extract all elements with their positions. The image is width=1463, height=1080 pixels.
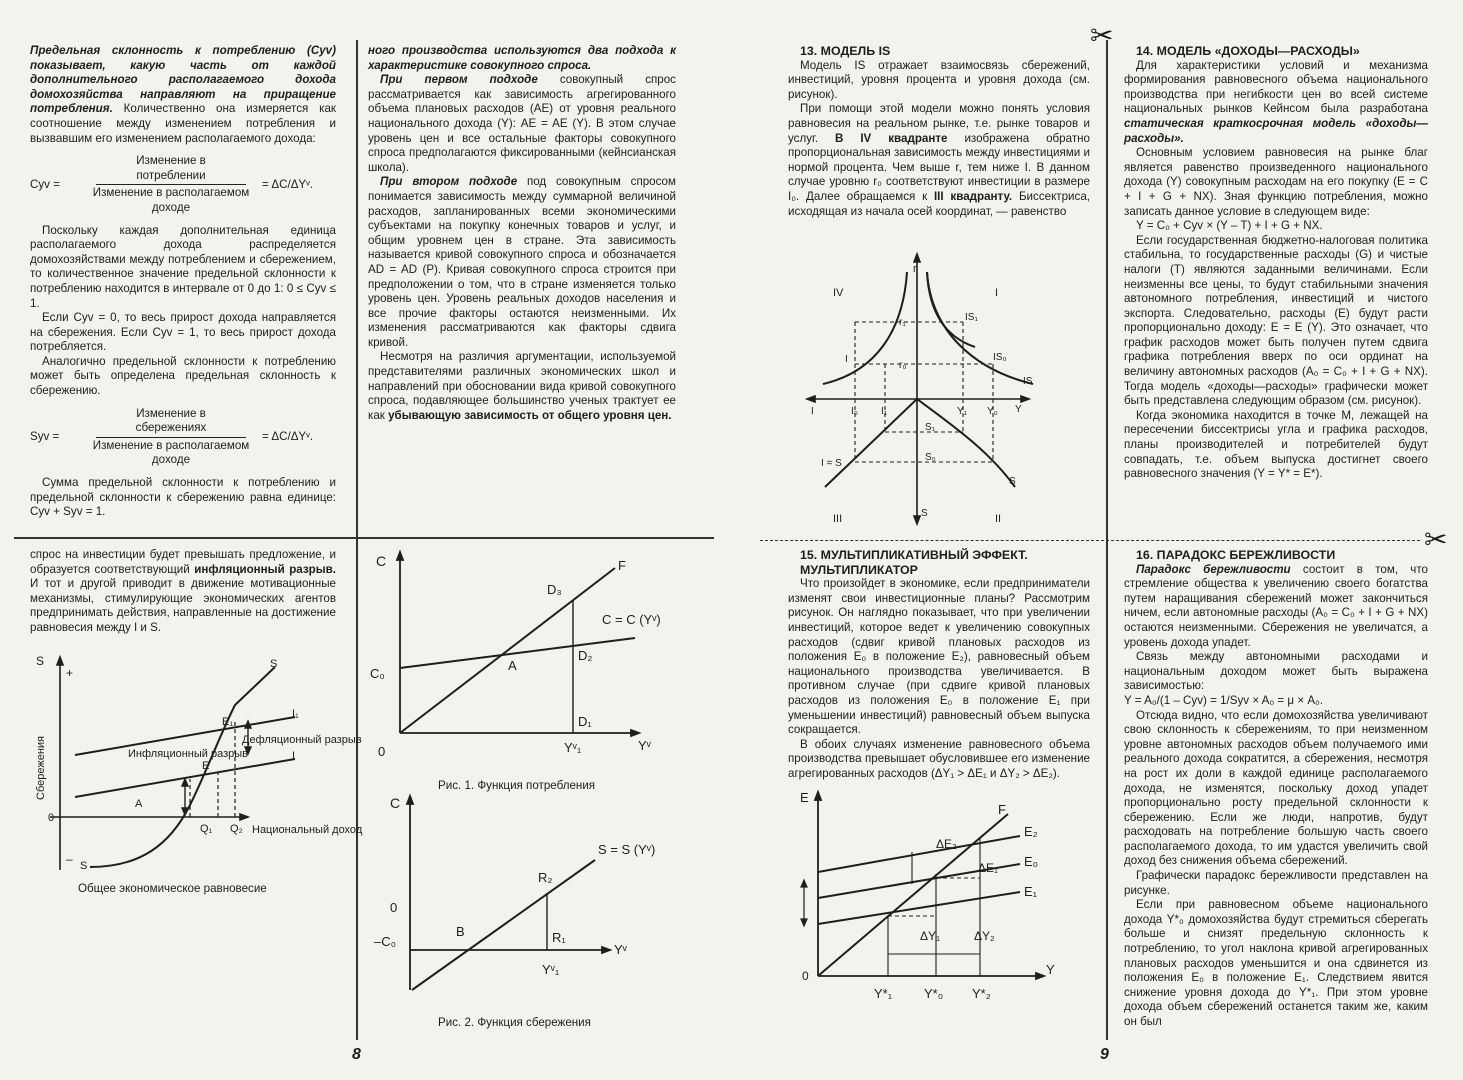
svg-text:0: 0: [48, 812, 55, 824]
page8-bottom-left-column: спрос на инвестиции будет превышать предложение, и образуется соответствующий инфляционный разрыв. И тот и другой приводит в движение мотивационные механизмы, стимулирующие экономических агентов предпринимать действия, направленные на достижение равновесия между I и S.: [30, 548, 336, 634]
svg-text:Y*₁: Y*₁: [874, 986, 893, 1001]
svg-text:S: S: [1009, 476, 1016, 487]
savings-axis-title: Сбережения: [35, 735, 47, 800]
scissors-icon: ✂: [1090, 20, 1114, 51]
saving-line: [412, 860, 595, 990]
svg-text:D₃: D₃: [547, 582, 562, 597]
general-equilibrium-caption: Общее экономическое равновесие: [78, 882, 267, 895]
svg-text:Y₀: Y₀: [987, 406, 998, 417]
svg-text:B: B: [456, 924, 465, 939]
scissors-icon: ✂: [1424, 524, 1448, 555]
page9-bottom-right-column: 16. ПАРАДОКС БЕРЕЖЛИВОСТИ Парадокс бережливости состоит в том, что стремление общества к увеличению своего богатства путем наращивания сбережений может закончиться ничем, если автономные расходы (A₀ = C₀ + I + G + NX) остаются неизменными. Сбережения не увеличатся, а уровень дохода упадет. Связь между автономными расходами и национальным доходом может быть выражена зависимостью: Y = A₀/(1 – Cyv) = 1/Syv × A₀ = μ × A₀. Отсюда видно, что если домохозяйства увеличивают свою склонность к сбережениям, то при неизменном уровне автономных расходов объем получаемого ими реального дохода сократится, а сбережения, несмотря на рост их доли в каждой единице располагаемого дохода, не изменятся, поскольку доход упадет пропорционально росту предельной склонности к сбережению. Если же люди, напротив, будут расходовать на потребление большую часть своего располагаемого дохода, то им удастся увеличить свой доход без снижения объема сбережений. Графически парадокс бережливости представлен на рисунке. Если при равновесном объеме национального дохода Y*₀ домохозяйства будут стремиться сберегать больше и снизят предельную склонность к потреблению, то угол наклона кривой агрегированных плановых расходов уменьшится и она сдвинется из положения E₀ в положение E₁. Следствием явится снижение уровня дохода до Y*₁. При этом уровне дохода объем сбережений останется таким же, каким он был: [1124, 548, 1428, 1028]
svg-text:C: C: [376, 553, 387, 569]
svg-text:r₀: r₀: [899, 360, 907, 371]
svg-text:r₁: r₁: [899, 317, 906, 328]
svg-text:C = C (Yᵛ): C = C (Yᵛ): [602, 612, 661, 627]
svg-text:D₁: D₁: [578, 714, 592, 729]
svg-text:S: S: [270, 658, 278, 670]
svg-text:Q₁: Q₁: [200, 823, 213, 835]
section-14-title: 14. МОДЕЛЬ «ДОХОДЫ—РАСХОДЫ»: [1136, 44, 1360, 58]
svg-text:Q₂: Q₂: [230, 823, 243, 835]
national-income-axis-title: Национальный доход: [252, 824, 363, 836]
mpc-formula: Cyv = $\frac{\text{Изменение в потреблении}}{\text{Изменение в располагаемом доходе}}$ = ΔC/ΔYᵛ.: [30, 154, 314, 214]
svg-text:A: A: [135, 798, 143, 810]
svg-text:III: III: [833, 513, 843, 525]
svg-text:E₂: E₂: [1024, 824, 1038, 839]
svg-text:E₁: E₁: [222, 716, 234, 728]
svg-text:IS₀: IS₀: [993, 352, 1007, 363]
multiplier-chart: [790, 788, 1080, 1008]
svg-text:S: S: [80, 860, 88, 872]
svg-text:0: 0: [802, 969, 809, 983]
svg-text:ΔY₁: ΔY₁: [920, 929, 941, 943]
page8-top-left-column: Предельная склонность к потреблению (Cyv) показывает, какую часть от каждой дополнительного располагаемого дохода домохозяйства направляют на приращение потребления. Количественно она измеряется как соотношение между изменением потребления и вызвавшим его изменением располагаемого дохода: Cyv = $\frac{\text{Изменение в потреблении}}{\text{Изменение в располагаемом доходе}}$ = ΔC/ΔYᵛ. Поскольку каждая дополнительная единица располагаемого дохода распределяется домохозяйствами между потреблением и сбережением, то количественное значение предельной склонности к потреблению находится в интервале от 0 до 1: 0 ≤ Cyv ≤ 1. Если Cyv = 0, то весь прирост дохода направляется на сбережения. Если Cyv = 1, то весь прирост дохода потребляется. Аналогично предельной склонности к потреблению может быть определена предельная склонность к сбережению. Syv = $\frac{\text{Изменение в сбережениях}}{\text{Изменение в располагаемом доходе}}$ = ΔC/ΔYᵛ. Сумма предельной склонности к потреблению и предельной склонности к сбережению равна единице: Cyv + Syv = 1.: [30, 44, 336, 519]
svg-text:ΔE₂: ΔE₂: [936, 837, 957, 851]
svg-text:I: I: [292, 750, 296, 762]
svg-text:Yᵛ₁: Yᵛ₁: [542, 962, 560, 977]
svg-text:Yᵛ: Yᵛ: [614, 942, 627, 957]
svg-text:IV: IV: [833, 287, 844, 299]
svg-text:ΔY₂: ΔY₂: [974, 929, 995, 943]
svg-text:Y*₀: Y*₀: [924, 986, 944, 1001]
svg-text:+: +: [66, 666, 74, 680]
svg-text:D₂: D₂: [578, 648, 593, 663]
svg-text:Y: Y: [1046, 962, 1055, 977]
page9-bottom-left-column: 15. МУЛЬТИПЛИКАТИВНЫЙ ЭФФЕКТ. МУЛЬТИПЛИКАТОР Что произойдет в экономике, если предприниматели изменят свои инвестиционные планы? Рассмотрим рисунок. Он наглядно показывает, что при увеличении инвестиций, которое ведет к увеличению совокупных расходов (сдвиг кривой плановых расходов из положения E₀ в положение E₂), равновесный объем национального производства увеличивается. В противном случае (при сдвиге кривой плановых расходов из положения E₀ в положение E₁ при уменьшении инвестиций) равновесный объем выпуска сокращается. В обоих случаях изменение равновесного объема производства превышает обусловившее его изменение агрегированных расходов (ΔY₁ > ΔE₁ и ΔY₂ > ΔE₂).: [788, 548, 1090, 780]
y-axis-label: S: [36, 654, 45, 668]
svg-text:I₀: I₀: [851, 406, 858, 417]
svg-text:IS₁: IS₁: [965, 312, 978, 323]
svg-text:I: I: [995, 287, 999, 299]
svg-text:S: S: [921, 508, 928, 519]
mps-formula: Syv = $\frac{\text{Изменение в сбережениях}}{\text{Изменение в располагаемом доходе}}$ = ΔC/ΔYᵛ.: [30, 406, 314, 467]
svg-text:0: 0: [390, 900, 398, 915]
mpc-definition: Предельная склонность к потреблению (Cyv) показывает, какую часть от каждой дополнительного располагаемого дохода домохозяйства направляют на приращение потребления.: [30, 44, 336, 116]
page-number-8: 8: [352, 1046, 361, 1063]
svg-text:E: E: [202, 760, 210, 772]
section-13-title: 13. МОДЕЛЬ IS: [800, 44, 891, 58]
svg-text:Y: Y: [1015, 404, 1022, 415]
right-page-dashed-cut-line: [760, 540, 1420, 541]
svg-text:E₁: E₁: [1024, 884, 1038, 899]
svg-text:E: E: [800, 790, 809, 805]
svg-text:R₁: R₁: [552, 930, 566, 945]
svg-text:Yᵛ₁: Yᵛ₁: [564, 740, 582, 755]
page8-top-right-column: ного производства используются два подхода к характеристике совокупного спроса. При первом подходе совокупный спрос рассматривается как зависимость агрегированного объема плановых расходов (AE) от уровня реального национального дохода (Y): AE = AE (Y). В этом случае уровень цен и все остальные факторы совокупного спроса предполагаются фиксированными (кейнсианская школа). При втором подходе под совокупным спросом понимается зависимость между суммарной величиной расходов, запланированных всеми экономическими субъектами на покупку конечных товаров и услуг, и общим уровнем цен в стране. Эта зависимость называется кривой совокупного спроса и обозначается AD = AD (P). Кривая совокупного спроса строится при предположении о том, что в стране изменяется только уровень цен. Уровень реальных доходов населения и все прочие факторы остаются неизменными. Их изменения рассматриваются как факторы сдвига кривой. Несмотря на различия аргументации, используемой представителями различных экономических школ и направлений при обосновании вида кривой совокупного спроса, подавляющее большинство ученых трактует ее как убывающую зависимость от общего уровня цен.: [368, 44, 676, 422]
svg-text:F: F: [998, 802, 1006, 817]
svg-text:A: A: [508, 658, 517, 673]
page9-top-left-column: 13. МОДЕЛЬ IS Модель IS отражает взаимосвязь сбережений, инвестиций, уровня процента и уровня дохода (см. рисунок). При помощи этой модели можно понять условия равновесия на реальном рынке, т.е. рынке товаров и услуг. В IV квадранте изображена обратно пропорциональная зависимость между инвестициями и нормой процента. Чем выше r, тем ниже I. В данном случае уровню r₀ соответствуют инвестиции в размере I₀. Далее обращаемся к III квадранту. Биссектриса, исходящая из начала осей координат, — равенство: [788, 44, 1090, 218]
svg-text:F: F: [618, 558, 626, 573]
svg-text:–C₀: –C₀: [374, 934, 397, 949]
svg-text:I₁: I₁: [881, 406, 888, 417]
svg-text:C₀: C₀: [370, 666, 385, 681]
svg-text:–: –: [66, 852, 73, 866]
consumption-function-caption: Рис. 1. Функция потребления: [438, 779, 596, 792]
svg-text:Y₁: Y₁: [957, 406, 968, 417]
svg-text:0: 0: [378, 744, 386, 759]
svg-text:r: r: [913, 263, 917, 275]
deflation-gap-label: Дефляционный разрыв: [242, 734, 362, 746]
svg-text:I = S: I = S: [821, 458, 842, 469]
svg-text:Yᵛ: Yᵛ: [638, 738, 651, 753]
general-equilibrium-chart: [30, 654, 363, 875]
expenditure-e1: [818, 892, 1020, 924]
svg-text:R₂: R₂: [538, 870, 553, 885]
svg-text:IS: IS: [1023, 376, 1033, 387]
svg-text:S₀: S₀: [925, 452, 936, 463]
svg-text:Y*₂: Y*₂: [972, 986, 991, 1001]
svg-text:II: II: [995, 513, 1002, 525]
svg-text:I₁: I₁: [292, 708, 299, 720]
svg-text:S₁: S₁: [925, 422, 936, 433]
svg-text:I: I: [845, 354, 848, 365]
inflation-gap-label: Инфляционный разрыв: [128, 748, 249, 760]
left-page-horizontal-rule: [14, 537, 714, 539]
svg-text:I: I: [811, 406, 814, 417]
is-curve-is: [927, 272, 1033, 384]
saving-function-caption: Рис. 2. Функция сбережения: [438, 1016, 591, 1029]
page9-top-right-column: 14. МОДЕЛЬ «ДОХОДЫ—РАСХОДЫ» Для характеристики условий и механизма формирования равновесного объема национального производства при негибкости цен во всей системе национальных рынков Кейнсом была разработана статическая краткосрочная модель «доходы—расходы». Основным условием равновесия на рынке благ является равенство произведенного национального дохода (Y) совокупным расходам на его покупку (E = C + I + G + NX). Зная функцию потребления, можно записать данное условие в следующем виде: Y = C₀ + Cyv × (Y – T) + I + G + NX. Если государственная бюджетно-налоговая политика стабильна, то государственные расходы (G) и чистые налоги (T) являются заданными величинами. Если неизменны все цены, то будут стабильными значения автономного потребления, инвестиций и чистого экспорта. Следовательно, расходы (E) будут расти пропорционально доходу: E = E (Y). Это означает, что график расходов может быть получен путем сдвига графика потребления вверх по оси ординат на величину автономных расходов (A₀ = C₀ + I + G + NX). Тогда модель «доходы—расходы» графически может быть представлена следующим образом (см. рисунок). Когда экономика находится в точке M, лежащей на пересечении биссектрисы угла и графика расходов, планы производителей и потребителей будут совпадать, т.е. объем выпуска достигнет своего равновесного значения (Y = Y* = E*).: [1124, 44, 1428, 481]
section-15-title: 15. МУЛЬТИПЛИКАТИВНЫЙ ЭФФЕКТ.: [800, 548, 1028, 562]
is-model-chart: [805, 252, 1055, 527]
consumption-function-chart: [370, 548, 670, 763]
svg-text:E₀: E₀: [1024, 854, 1039, 869]
svg-text:S = S (Yᵛ): S = S (Yᵛ): [598, 842, 656, 857]
svg-text:ΔE₁: ΔE₁: [978, 861, 999, 875]
left-page-vertical-rule: [356, 40, 358, 1040]
saving-function-chart: [370, 790, 670, 1005]
bisector-iii: [825, 399, 917, 487]
svg-text:C: C: [390, 795, 401, 811]
section-16-title: 16. ПАРАДОКС БЕРЕЖЛИВОСТИ: [1136, 548, 1336, 562]
page-number-9: 9: [1100, 1046, 1109, 1063]
